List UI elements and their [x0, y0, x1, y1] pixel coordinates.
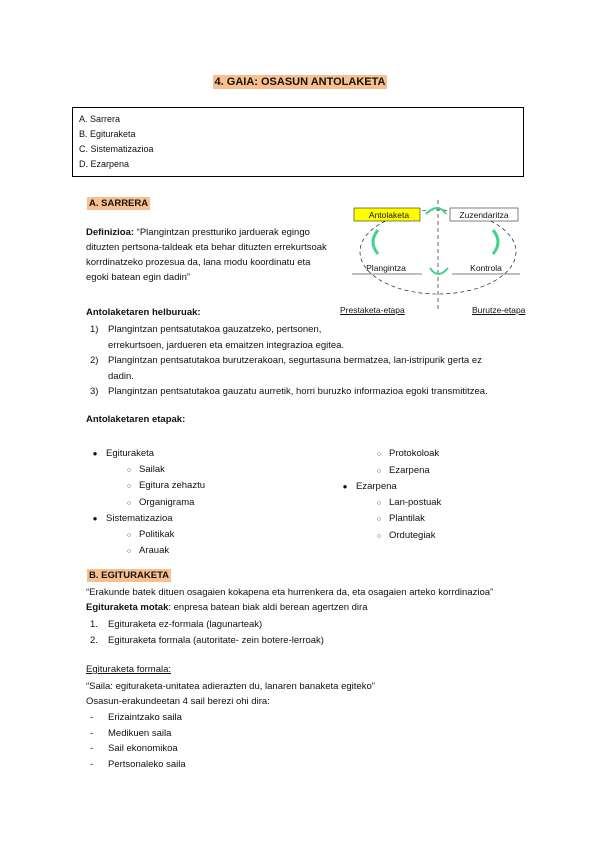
circle-bullet-icon: ○ — [376, 451, 382, 458]
definition-paragraph: Definizioa: “Plangintzan prestturiko jarduerak egingo dituzten pertsona-taldeak eta behar dituzten errekurtsoak korrdinatzeko prozesua da, lana modu koordinatu eta egoki batean egin dadin” — [86, 227, 327, 283]
etapak-heading: Antolaketaren etapak: — [86, 414, 186, 425]
toc-item: D. Ezarpena — [79, 159, 130, 169]
list-item: - Erizaintzako saila — [90, 712, 182, 723]
toc-item: B. Egituraketa — [79, 129, 136, 139]
kontrola-label: Kontrola — [470, 263, 502, 273]
circle-bullet-icon: ○ — [126, 466, 132, 474]
sub-item: Lan-postuak — [389, 496, 442, 508]
list-item-continuation: errekurtsoen, jardueren eta emaitzen integrazioa egitea. — [108, 339, 345, 351]
definition-label: Definizioa: — [86, 227, 135, 238]
circle-bullet-icon: ○ — [126, 483, 132, 490]
circle-bullet-icon: ○ — [376, 499, 382, 507]
sub-item: Organigrama — [139, 496, 195, 508]
list-item: 3) Plangintzan pentsatutakoa gauzatu aurretik, horri buruzko informazioa egoki transmititzea. — [90, 386, 488, 397]
list-item: 2) Plangintzan pentsatutakoa burutzerakoan, segurtasuna bermatzea, lan-istripurik gerta ez — [90, 355, 482, 366]
page-title: 4. GAIA: OSASUN ANTOLAKETA — [214, 76, 386, 88]
circle-bullet-icon: ○ — [376, 532, 382, 540]
arrow-icon — [493, 230, 498, 254]
section-b-heading: B. EGITURAKETA — [89, 570, 170, 581]
circle-bullet-icon: ○ — [126, 531, 132, 539]
sub-item: Politikak — [139, 528, 175, 540]
egituraketa-item: Egituraketa — [106, 448, 155, 459]
toc-item: A. Sarrera — [79, 114, 121, 124]
bullet-icon: ● — [92, 514, 98, 523]
motak-list — [90, 617, 530, 648]
sub-item: Ezarpena — [389, 464, 430, 476]
plangintza-label: Plangintza — [366, 263, 406, 273]
toc-item: C. Sistematizazioa — [79, 144, 154, 154]
sub-item: Plantilak — [389, 513, 425, 524]
sailak-list — [90, 710, 390, 772]
table-of-contents — [72, 107, 524, 177]
bullet-icon: ● — [342, 482, 348, 491]
list-item: - Pertsonaleko saila — [90, 758, 186, 770]
list-item: 2. Egituraketa formala (autoritate- zein botere-lerroak) — [90, 634, 324, 646]
list-item-continuation: dadin. — [108, 370, 134, 382]
helburuak-list — [90, 322, 535, 400]
sub-item: Arauak — [139, 545, 170, 556]
bullet-icon: ● — [92, 449, 98, 458]
arrow-icon — [373, 230, 378, 254]
sub-item: Ordutegiak — [389, 529, 436, 541]
egituraketa-quote: “Erakunde batek dituen osagaien kokapena eta hurrenkera da, eta osagaien arteko korrdinazioa” — [86, 587, 494, 598]
list-item: 1) Plangintzan pentsatutakoa gauzatzeko, pertsonen, — [90, 324, 322, 335]
sistematizazioa-item: Sistematizazioa — [106, 513, 173, 524]
etapak-right-column — [334, 446, 534, 544]
sub-item: Sailak — [139, 463, 165, 475]
circle-bullet-icon: ○ — [376, 467, 382, 475]
sail-intro: Osasun-erakundeetan 4 sail berezi ohi dira: — [86, 696, 270, 707]
etapak-left-column — [84, 446, 324, 560]
section-a-heading: A. SARRERA — [89, 198, 149, 209]
list-item: 1. Egituraketa ez-formala (lagunarteak) — [90, 619, 263, 630]
sub-item: Protokoloak — [389, 448, 440, 459]
circle-bullet-icon: ○ — [126, 499, 132, 507]
list-item: - Sail ekonomikoa — [90, 743, 178, 754]
egituraketa-motak: Egituraketa motak: enpresa batean biak aldi berean agertzen dira — [86, 602, 368, 613]
list-item: - Medikuen saila — [90, 727, 172, 739]
helburuak-heading: Antolaketaren helburuak: — [86, 307, 201, 318]
circle-bullet-icon: ○ — [376, 516, 382, 523]
prestaketa-etapa-label: Prestaketa-etapa — [340, 305, 405, 315]
saila-quote: “Saila: egituraketa-unitatea adierazten du, lanaren banaketa egiteko” — [86, 681, 375, 692]
burutze-etapa-label: Burutze-etapa — [472, 305, 526, 315]
antolaketa-label: Antolaketa — [368, 210, 410, 220]
arrow-icon — [426, 208, 446, 214]
circle-bullet-icon: ○ — [126, 548, 132, 555]
ezarpena-item: Ezarpena — [356, 481, 397, 492]
sub-item: Egitura zehaztu — [139, 480, 206, 491]
zuzendaritza-label: Zuzendaritza — [459, 210, 509, 220]
formala-heading: Egituraketa formala: — [86, 664, 172, 675]
arrow-icon — [430, 268, 448, 274]
